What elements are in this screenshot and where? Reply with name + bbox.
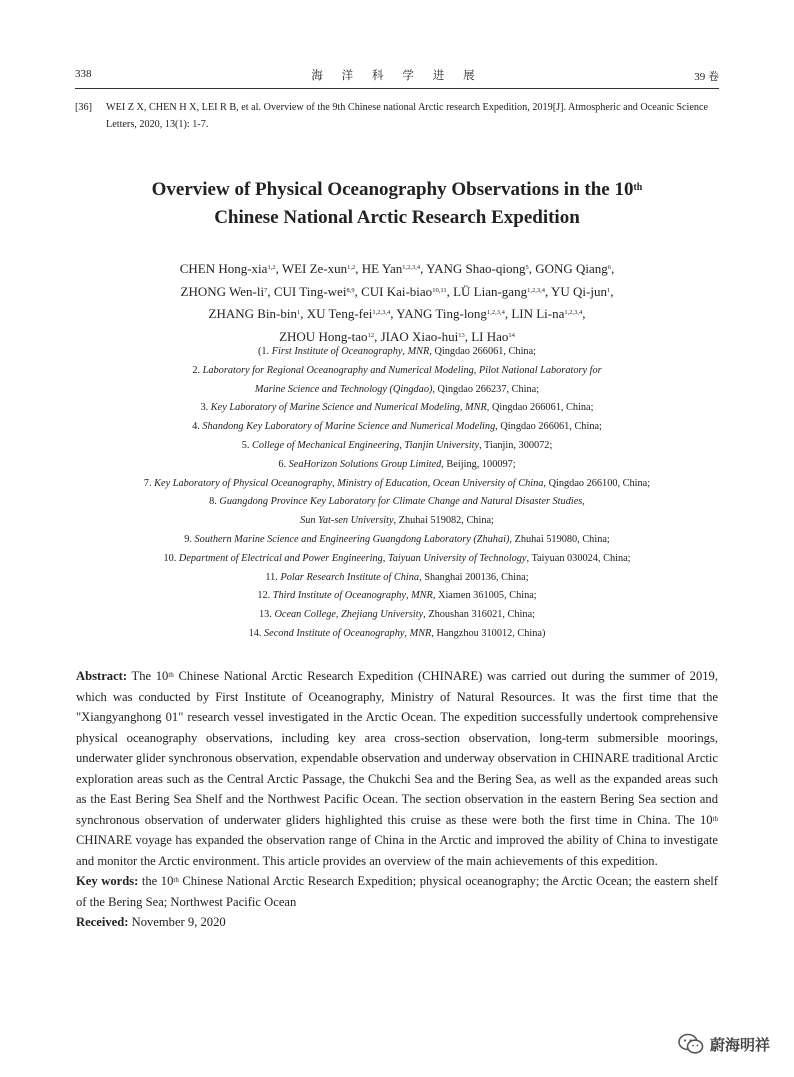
affiliation-institution: Marine Science and Technology (Qingdao)	[254, 383, 433, 395]
affiliation-line	[50, 625, 744, 644]
author-separator: ,	[446, 283, 454, 299]
author-name: WEI Ze-xun	[281, 261, 348, 276]
author-name: YANG Ting-long	[396, 306, 487, 321]
affiliation-institution-secondary: Zhejiang University	[341, 609, 424, 621]
author-line	[60, 303, 734, 326]
affiliation-prefix: 12.	[257, 590, 273, 602]
author-name: LIN Li-na	[511, 306, 565, 321]
received-paragraph	[76, 912, 718, 933]
abstract-sup-2: th	[712, 814, 718, 823]
author-affiliation-marker: 13	[458, 331, 465, 339]
affiliation-separator: ,	[473, 364, 479, 376]
author-affiliation-marker: 1,2	[347, 264, 356, 271]
author-name: ZHOU Hong-tao	[279, 328, 368, 344]
author-separator: ,	[275, 261, 282, 276]
affiliation-line	[50, 493, 744, 512]
author-name: CHEN Hong-xia	[179, 261, 268, 276]
reference-number: [36]	[75, 102, 92, 113]
affiliation-prefix: 10.	[163, 552, 179, 564]
affiliation-separator: ,	[382, 552, 388, 564]
affiliation-line	[50, 399, 744, 418]
abstract-text-1: The 10	[127, 669, 169, 683]
affiliation-line	[50, 456, 744, 475]
affiliation-institution: Third Institute of Oceanography	[272, 590, 406, 602]
affiliation-line	[50, 418, 744, 437]
affiliation-institution-secondary: Pilot National Laboratory for	[478, 364, 602, 376]
wechat-logo-icon	[678, 1033, 704, 1055]
affiliation-line	[50, 362, 744, 381]
author-name: GONG Qiang	[535, 261, 608, 276]
author-name: JIAO Xiao-hui	[380, 328, 459, 344]
affiliation-institution: Guangdong Province Key Laboratory for Climate Change and Natural Disaster Studies	[219, 496, 583, 508]
affiliation-prefix: 5.	[241, 439, 252, 451]
affiliation-line	[50, 343, 744, 362]
title-line-1-text: Overview of Physical Oceanography Observations in the 10	[151, 179, 634, 200]
affiliation-address: , Qingdao 266061, China;	[486, 402, 594, 414]
affiliation-prefix: 2.	[192, 364, 203, 376]
affiliation-prefix: 3.	[200, 402, 211, 414]
affiliation-prefix: 13.	[258, 609, 275, 621]
author-line	[60, 258, 734, 281]
affiliation-institution-secondary: Tianjin University	[404, 439, 480, 451]
author-name: LI Hao	[471, 328, 509, 344]
author-name: CUI Kai-biao	[361, 283, 433, 299]
author-affiliation-marker: 5	[525, 264, 529, 271]
journal-name: 海 洋 科 学 进 展	[311, 70, 483, 82]
affiliation-separator: ,	[335, 609, 342, 621]
affiliation-address: , Zhuhai 519080, China;	[509, 533, 610, 545]
keywords-text-2: Chinese National Arctic Research Expedition; physical oceanography; the Arctic Ocean; the eastern shelf of the Bering Sea; Northwest Pacific Ocean	[76, 874, 718, 909]
affiliation-line	[50, 606, 744, 625]
affiliation-list	[50, 343, 744, 644]
affiliation-address: , Qingdao 266237, China;	[432, 383, 540, 395]
affiliation-address: , Tianjin, 300072;	[479, 439, 553, 451]
author-separator: ,	[300, 306, 307, 321]
keywords-text-1: the 10	[138, 874, 174, 888]
affiliation-line	[50, 381, 744, 400]
abstract-text-2: Chinese National Arctic Research Expedition (CHINARE) was carried out during the summer of 2019, which was conducted by First Institute of Oceanography, Ministry of Natural Resources. It was the first time that the "Xiangyanghong 01" research vessel investigated in the Arctic Ocean. The expedition successfully undertook comprehensive physical oceanography observations, including key area cross-section observation, long-term submersible moorings, underwater glider synchronous observation, expendable observation and underway observation in CHINARE traditional Arctic exploration areas such as the Central Arctic Passage, the Chukchi Sea and the Bering Sea, as well as the expanded areas such as the East Bering Sea Shelf and the Northwest Pacific Ocean. The section observation in the eastern Bering Sea section and synchronous observation of underwater gliders highlighted this cruise as these were both the first time in China. The 10	[76, 669, 718, 827]
affiliation-line	[50, 512, 744, 531]
affiliation-address: , Zhuhai 519082, China;	[393, 515, 494, 527]
affiliation-prefix: 9.	[184, 533, 195, 545]
affiliation-institution-secondary: Ministry of Education, Ocean University of China	[337, 477, 544, 489]
affiliation-line	[50, 569, 744, 588]
affiliation-address: , Qingdao 266061, China;	[495, 421, 602, 433]
author-separator: ,	[528, 261, 536, 276]
reference-entry	[75, 99, 719, 133]
affiliation-line	[50, 531, 744, 550]
title-line-2: Chinese National Arctic Research Expedition	[214, 207, 580, 228]
affiliation-separator: ,	[405, 590, 412, 602]
affiliation-institution-secondary: MNR	[465, 402, 487, 414]
affiliation-institution-secondary: MNR	[411, 590, 433, 602]
affiliation-prefix: 11.	[265, 571, 281, 583]
author-name: XU Teng-fei	[306, 306, 373, 321]
author-separator: ,	[544, 283, 551, 299]
affiliation-line	[50, 550, 744, 569]
abstract-sup-1: th	[168, 671, 174, 679]
author-separator: ,	[582, 306, 586, 321]
watermark	[678, 1031, 770, 1057]
title-line-1	[75, 176, 719, 204]
author-affiliation-marker: 7	[264, 286, 268, 294]
affiliation-institution: Ocean College	[274, 609, 336, 621]
affiliation-prefix: 4.	[192, 421, 203, 433]
author-affiliation-marker: 1,2,3,4	[527, 286, 545, 294]
affiliation-address: , Beijing, 100097;	[441, 458, 516, 470]
affiliation-line	[50, 587, 744, 606]
keywords-paragraph	[76, 871, 718, 912]
affiliation-institution-secondary: MNR	[407, 346, 430, 357]
affiliation-address: , Qingdao 266100, China;	[543, 477, 651, 489]
affiliation-address: , Taiyuan 030024, China;	[526, 552, 631, 564]
author-name: LÜ Lian-gang	[453, 283, 528, 299]
author-name: HE Yan	[361, 261, 403, 276]
author-separator: ,	[374, 328, 381, 344]
affiliation-institution: First Institute of Oceanography	[271, 346, 403, 357]
affiliation-institution: Department of Electrical and Power Engineering	[178, 552, 383, 564]
author-name: ZHONG Wen-li	[180, 283, 265, 299]
affiliation-institution-secondary: MNR	[409, 627, 432, 639]
affiliation-line	[50, 437, 744, 456]
author-affiliation-marker: 1	[606, 286, 611, 294]
affiliation-address: , Zhoushan 316021, China;	[423, 609, 535, 621]
affiliation-line	[50, 475, 744, 494]
affiliation-institution: Second Institute of Oceanography	[264, 627, 405, 639]
author-affiliation-marker: 12	[367, 331, 375, 339]
affiliation-separator: ,	[404, 627, 410, 639]
author-list	[60, 258, 734, 348]
author-affiliation-marker: 1,2,3,4	[564, 309, 583, 316]
author-affiliation-marker: 1,2,3,4	[372, 309, 391, 316]
affiliation-prefix: 6.	[278, 458, 289, 470]
author-separator: ,	[420, 261, 427, 276]
affiliation-address: , Qingdao 266061, China;	[429, 346, 537, 357]
keywords-sup: th	[173, 876, 179, 884]
affiliation-institution: Laboratory for Regional Oceanography and Numerical Modeling	[202, 364, 474, 376]
abstract-section	[76, 666, 718, 933]
author-affiliation-marker: 1,2,3,4	[402, 264, 421, 271]
author-affiliation-marker: 10,11	[432, 286, 447, 294]
author-separator: ,	[464, 328, 472, 344]
author-separator: ,	[390, 306, 397, 321]
affiliation-separator: ,	[459, 402, 466, 414]
title-superscript: th	[633, 182, 643, 193]
affiliation-institution: Key Laboratory of Physical Oceanography	[154, 477, 333, 489]
watermark-text: 蔚海明祥	[709, 1035, 770, 1054]
author-affiliation-marker: 1,2	[267, 264, 276, 271]
affiliation-institution: Shandong Key Laboratory of Marine Science and Numerical Modeling	[202, 421, 496, 433]
author-affiliation-marker: 6	[607, 264, 612, 271]
affiliation-institution: Southern Marine Science and Engineering Guangdong Laboratory (Zhuhai)	[194, 533, 510, 545]
received-date: November 9, 2020	[128, 915, 226, 929]
keywords-label: Key words:	[76, 874, 139, 888]
affiliation-address: ,	[582, 496, 585, 508]
volume-label: 39 卷	[694, 71, 719, 83]
affiliation-institution: College of Mechanical Engineering	[251, 439, 400, 451]
author-line	[60, 281, 734, 304]
abstract-label: Abstract:	[76, 669, 128, 683]
affiliation-address: , Shanghai 200136, China;	[419, 571, 529, 583]
author-separator: ,	[355, 261, 362, 276]
affiliation-separator: ,	[332, 477, 338, 489]
affiliation-address: , Xiamen 361005, China;	[432, 590, 537, 602]
reference-text: WEI Z X, CHEN H X, LEI R B, et al. Overview of the 9th Chinese national Arctic research Expedition, 2019[J]. Atmospheric and Oceanic Science Letters, 2020, 13(1): 1-7.	[106, 102, 709, 130]
affiliation-institution-secondary: Taiyuan University of Technology	[387, 552, 527, 564]
paper-title	[75, 176, 719, 232]
affiliation-prefix: (1.	[257, 346, 272, 357]
affiliation-institution: Sun Yat-sen University	[300, 515, 394, 527]
affiliation-institution: Key Laboratory of Marine Science and Numerical Modeling	[210, 402, 460, 414]
author-name: YANG Shao-qiong	[426, 261, 526, 276]
author-separator: ,	[610, 283, 614, 299]
page-number: 338	[75, 68, 92, 80]
author-affiliation-marker: 1	[296, 309, 301, 316]
author-separator: ,	[504, 306, 512, 321]
author-separator: ,	[611, 261, 615, 276]
page-header	[75, 66, 719, 89]
author-name: CUI Ting-wei	[273, 283, 347, 299]
affiliation-separator: ,	[399, 439, 405, 451]
received-label: Received:	[76, 915, 129, 929]
affiliation-prefix: 8.	[209, 496, 220, 508]
affiliation-prefix: 14.	[248, 627, 265, 639]
affiliation-institution: Polar Research Institute of China	[280, 571, 420, 583]
affiliation-address: , Hangzhou 310012, China)	[431, 627, 546, 639]
author-name: YU Qi-jun	[551, 283, 607, 299]
author-separator: ,	[267, 283, 274, 299]
author-affiliation-marker: 1,2,3,4	[486, 309, 505, 316]
abstract-text-3: CHINARE voyage has expanded the observation range of China in the Arctic and improved the ability of China to investigate and monitor the Arctic environment. This article provides an overview of the main achievements of this expedition.	[76, 833, 718, 868]
affiliation-separator: ,	[402, 346, 408, 357]
author-separator: ,	[354, 283, 362, 299]
author-affiliation-marker: 8,9	[346, 286, 355, 294]
author-name: ZHANG Bin-bin	[208, 306, 297, 321]
author-affiliation-marker: 14	[508, 331, 515, 339]
affiliation-prefix: 7.	[143, 477, 155, 489]
affiliation-institution: SeaHorizon Solutions Group Limited	[288, 458, 442, 470]
abstract-paragraph	[76, 666, 718, 871]
